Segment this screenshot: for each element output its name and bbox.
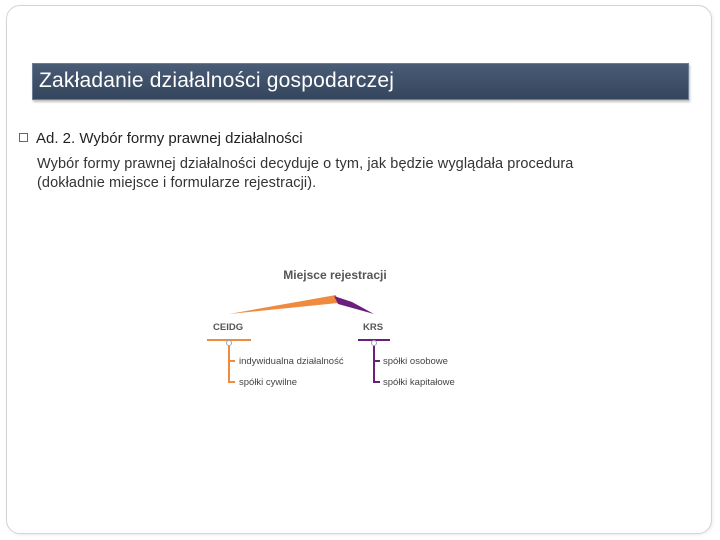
section-heading: Ad. 2. Wybór formy prawnej działalności — [36, 130, 303, 147]
ceidg-node-icon — [227, 341, 232, 346]
slide-title: Zakładanie działalności gospodarczej — [39, 69, 395, 92]
paragraph-line-2: (dokładnie miejsce i formularze rejestracji). — [37, 175, 317, 191]
ceidg-item-2: spółki cywilne — [239, 377, 298, 388]
krs-label: KRS — [363, 322, 384, 333]
paragraph-line-1: Wybór formy prawnej działalności decyduje o tym, jak będzie wyglądała procedura — [37, 156, 574, 172]
roof-left-orange — [229, 295, 338, 314]
krs-item-1: spółki osobowe — [383, 356, 448, 367]
diagram-title: Miejsce rejestracji — [283, 268, 387, 282]
roof-right-purple — [334, 296, 374, 314]
ceidg-label: CEIDG — [213, 322, 244, 333]
krs-item-2: spółki kapitałowe — [383, 377, 455, 388]
krs-node-icon — [372, 341, 377, 346]
ceidg-item-1: indywidualna działalność — [239, 356, 344, 367]
